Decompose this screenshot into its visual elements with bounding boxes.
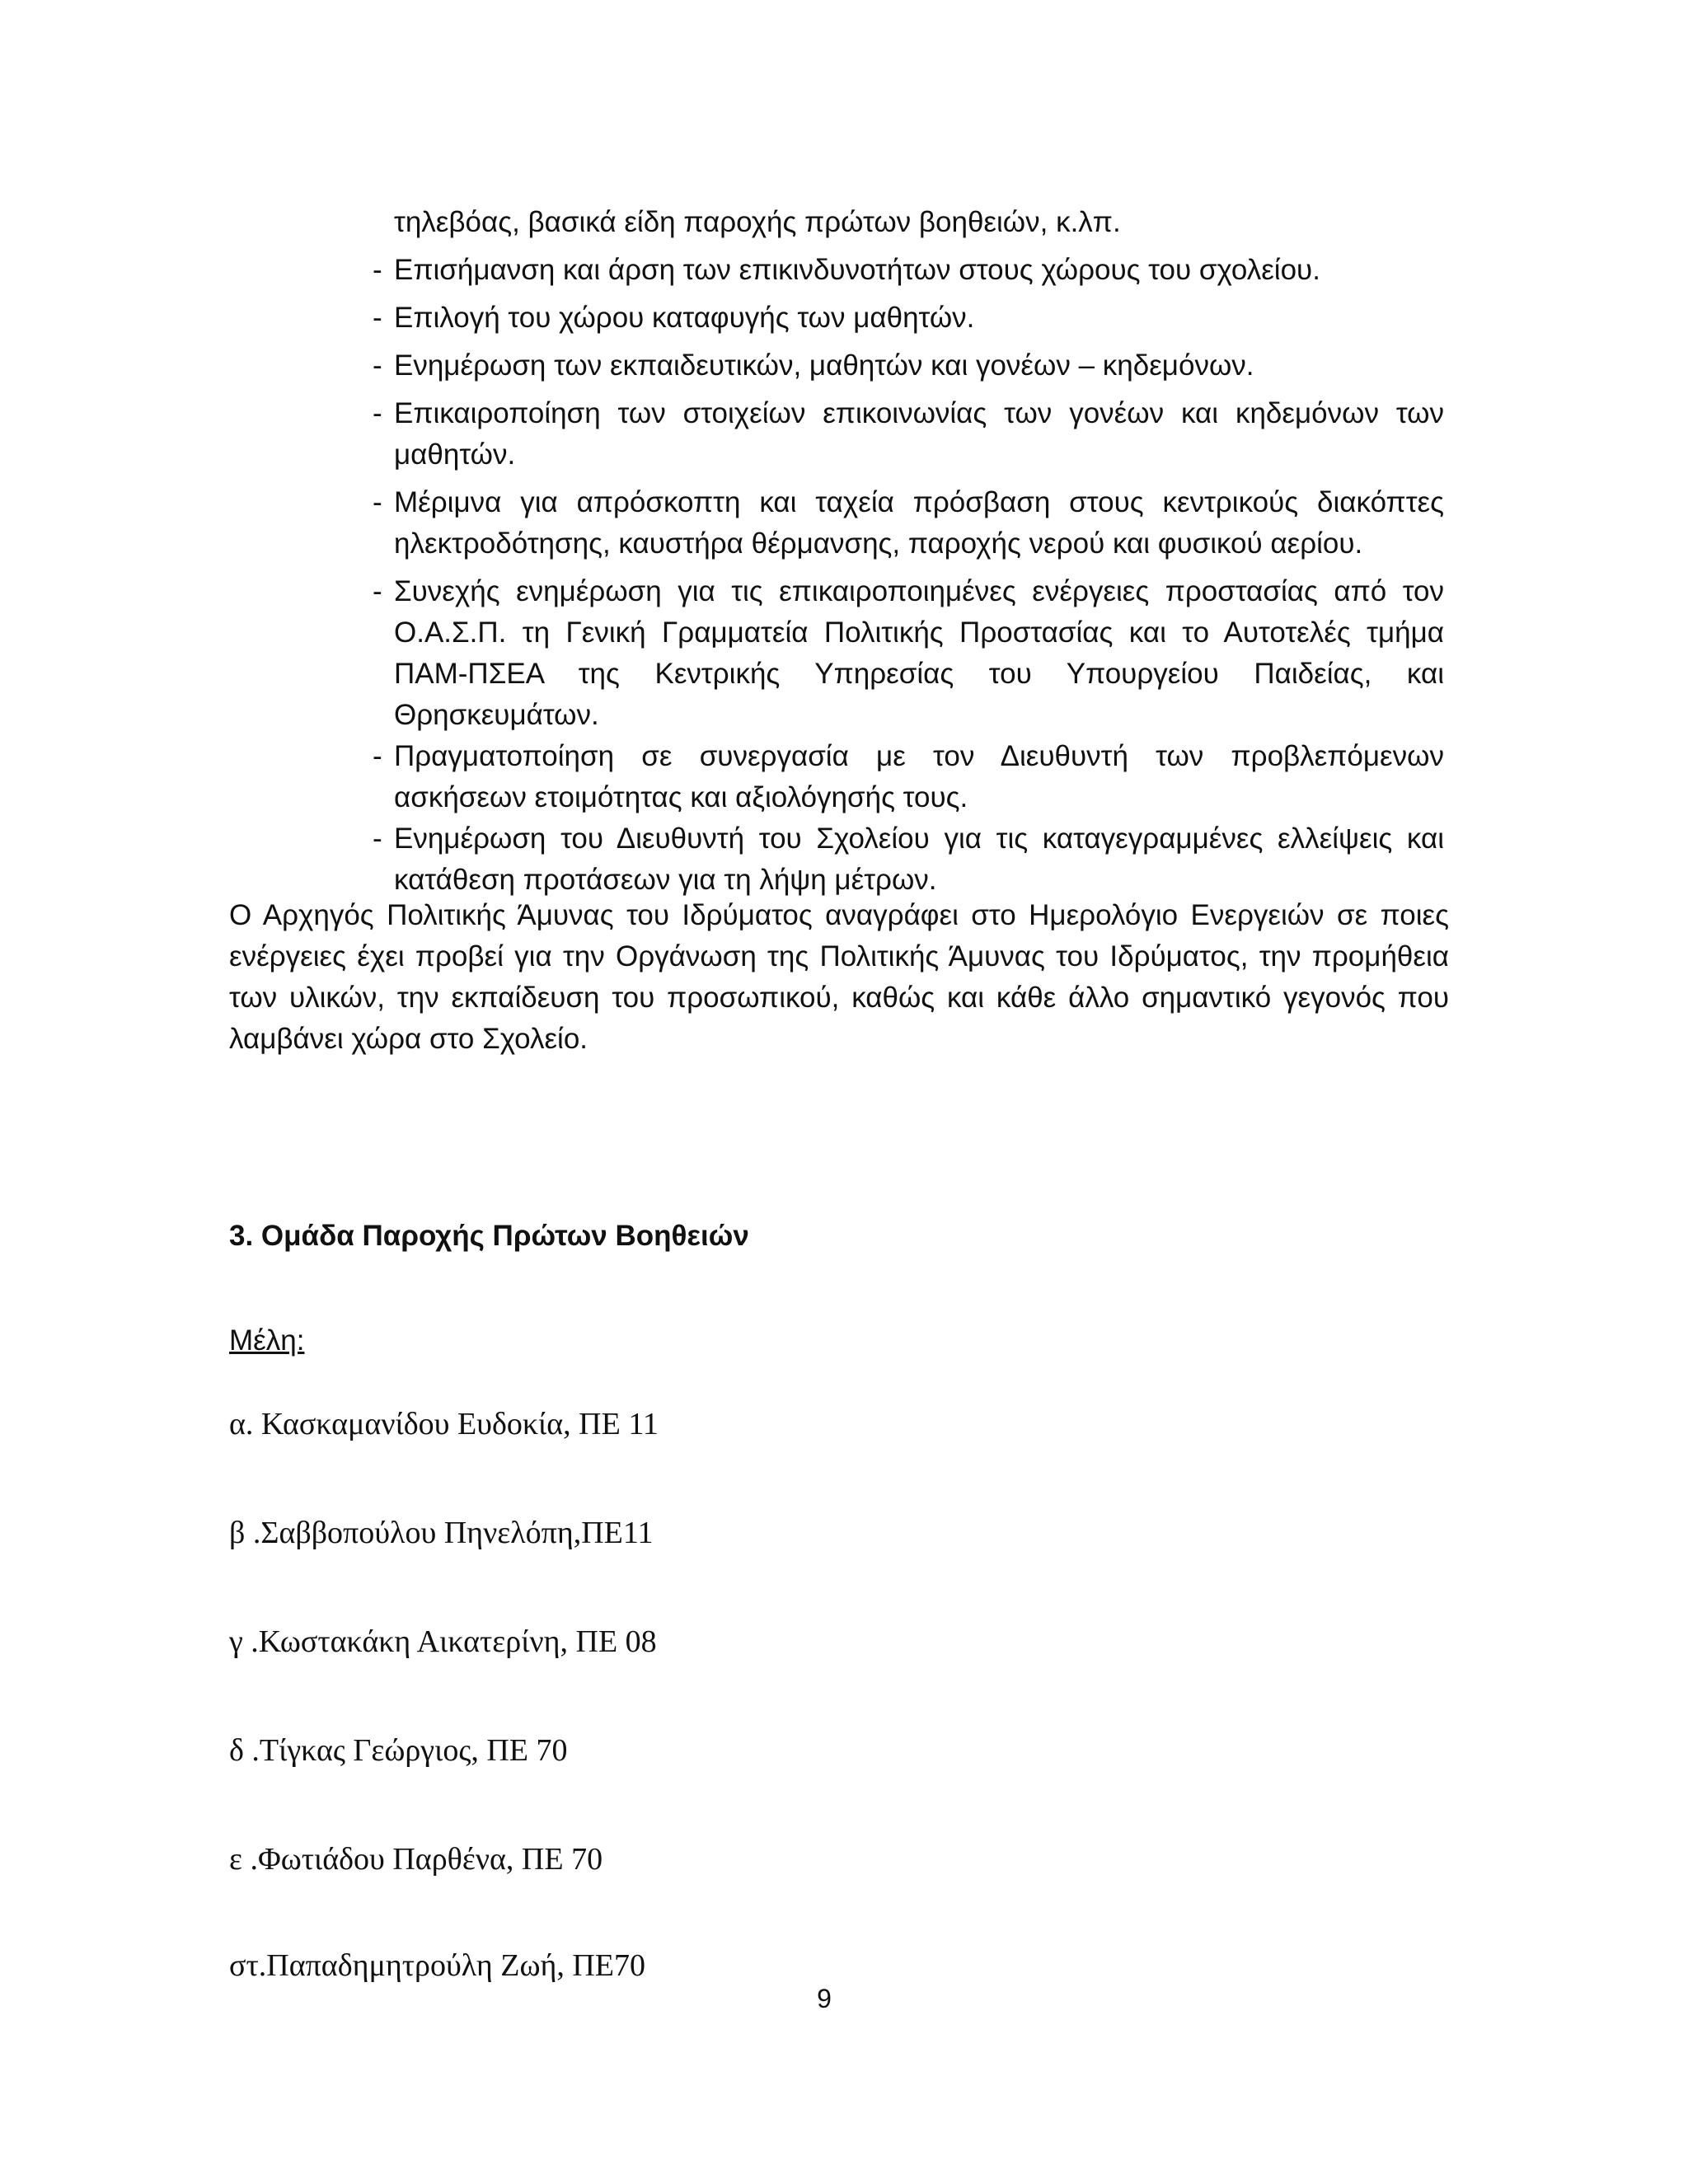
list-dash: - [373, 349, 382, 382]
member-item: β .Σαββοπούλου Πηνελόπη,ΠΕ11 [229, 1516, 654, 1550]
page-number: 9 [817, 1984, 832, 2013]
member-item: ε .Φωτιάδου Παρθένα, ΠΕ 70 [229, 1842, 603, 1877]
list-dash: - [373, 740, 382, 772]
list-item-text: Μέριμνα για απρόσκοπτη και ταχεία πρόσβαση στους κεντρικούς διακόπτες ηλεκτροδότησης, καυστήρα θέρμανσης, παροχής νερού και φυσικού αερίου. [394, 486, 1444, 560]
section-heading: 3. Ομάδα Παροχής Πρώτων Βοηθειών [229, 1220, 749, 1252]
list-item [373, 345, 1444, 387]
list-item [373, 202, 1444, 243]
list-dash: - [373, 397, 382, 429]
list-item [373, 298, 1444, 339]
responsibilities-list [373, 202, 1444, 901]
list-dash: - [373, 575, 382, 607]
list-item [373, 482, 1444, 565]
list-item [373, 818, 1444, 901]
list-item [373, 736, 1444, 818]
member-item: α. Κασκαμανίδου Ευδοκία, ΠΕ 11 [229, 1407, 659, 1441]
list-item-text: Συνεχής ενημέρωση για τις επικαιροποιημένες ενέργειες προστασίας από τον Ο.Α.Σ.Π. τη Γενική Γραμματεία Πολιτικής Προστασίας και το Αυτοτελές τμήμα ΠΑΜ-ΠΣΕΑ της Κεντρικής Υπηρεσίας του Υπουργείου Παιδείας, και Θρησκευμάτων. [394, 575, 1444, 731]
member-item: γ .Κωστακάκη Αικατερίνη, ΠΕ 08 [229, 1624, 657, 1659]
list-dash: - [373, 823, 382, 855]
list-item-text: Επικαιροποίηση των στοιχείων επικοινωνίας των γονέων και κηδεμόνων των μαθητών. [394, 397, 1444, 471]
list-item-text: τηλεβόας, βασικά είδη παροχής πρώτων βοηθειών, κ.λπ. [394, 206, 1121, 238]
body-paragraph: Ο Αρχηγός Πολιτικής Άμυνας του Ιδρύματος αναγράφει στο Ημερολόγιο Ενεργειών σε ποιες ενέργειες έχει προβεί για την Οργάνωση της Πολιτικής Άμυνας του Ιδρύματος, την προμήθεια των υλικών, την εκπαίδευση του προσωπικού, καθώς και κάθε άλλο σημαντικό γεγονός που λαμβάνει χώρα στο Σχολείο. [229, 899, 1449, 1055]
members-label: Μέλη: [229, 1324, 305, 1357]
list-item [373, 393, 1444, 476]
list-item [373, 571, 1444, 736]
list-item-text: Επισήμανση και άρση των επικινδυνοτήτων στους χώρους του σχολείου. [394, 254, 1320, 286]
list-item-text: Πραγματοποίηση σε συνεργασία με τον Διευθυντή των προβλεπόμενων ασκήσεων ετοιμότητας και αξιολόγησής τους. [394, 740, 1444, 813]
list-dash: - [373, 486, 382, 518]
list-dash: - [373, 302, 382, 334]
member-item: στ.Παπαδημητρούλη Ζωή, ΠΕ70 [229, 1948, 645, 1983]
list-item-text: Ενημέρωση του Διευθυντή του Σχολείου για τις καταγεγραμμένες ελλείψεις και κατάθεση προτάσεων για τη λήψη μέτρων. [394, 823, 1444, 896]
list-item [373, 250, 1444, 291]
list-dash: - [373, 254, 382, 286]
list-item-text: Ενημέρωση των εκπαιδευτικών, μαθητών και γονέων – κηδεμόνων. [394, 349, 1254, 382]
member-item: δ .Τίγκας Γεώργιος, ΠΕ 70 [229, 1733, 568, 1768]
list-item-text: Επιλογή του χώρου καταφυγής των μαθητών. [394, 302, 975, 334]
